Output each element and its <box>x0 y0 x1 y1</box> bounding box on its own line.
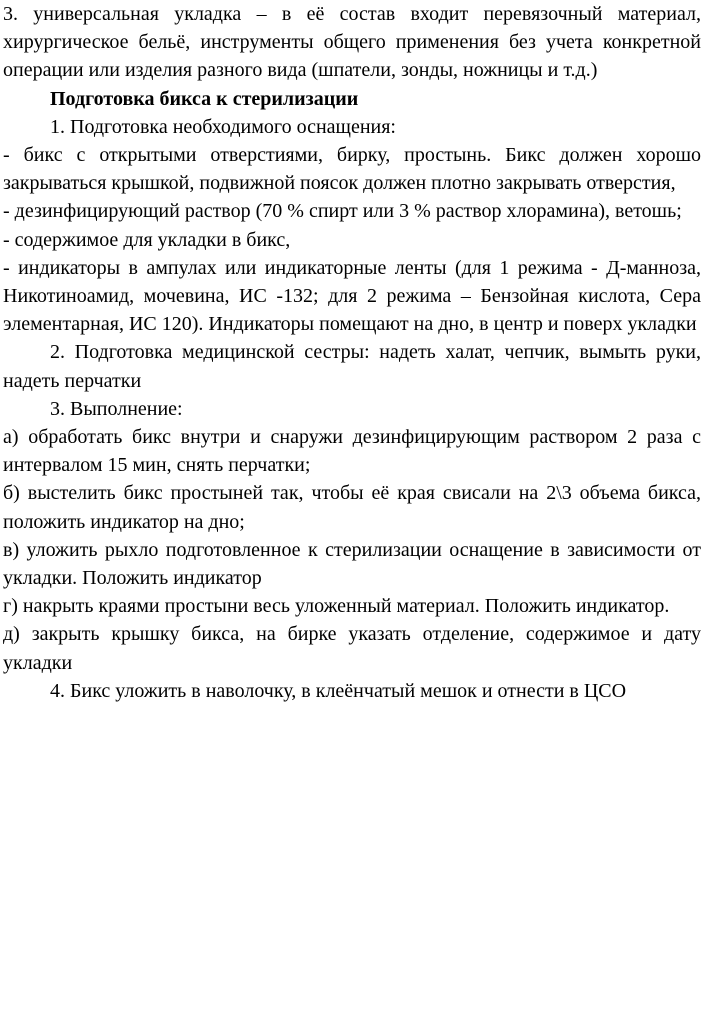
equipment-item-bix: - бикс с открытыми отверстиями, бирку, простынь. Бикс должен хорошо закрываться крышкой, подвижной поясок должен плотно закрывать отверстия, <box>3 144 701 195</box>
step-4: 4. Бикс уложить в наволочку, в клеёнчатый мешок и отнести в ЦСО <box>50 679 627 702</box>
step-2-nurse-preparation: 2. Подготовка медицинской сестры: надеть халат, чепчик, вымыть руки, надеть перчатки <box>3 341 701 392</box>
step-3-item-b: б) выстелить бикс простыней так, чтобы её края свисали на 2\3 объема бикса, положить индикатор на дно; <box>3 482 701 533</box>
step-3-item-c: в) уложить рыхло подготовленное к стерилизации оснащение в зависимости от укладки. Положить индикатор <box>3 538 701 590</box>
section-heading: Подготовка бикса к стерилизации <box>50 87 359 110</box>
step-3-title: 3. Выполнение: <box>50 397 183 420</box>
paragraph-universal-packing: 3. универсальная укладка – в её состав входит перевязочный материал, хирургическое бельё, инструменты общего применения без учета конкретной операции или изделия разного вида (шпатели, зонды, ножницы и т.д.) <box>3 3 701 82</box>
step-3-item-a: а) обработать бикс внутри и снаружи дезинфицирующим раствором 2 раза с интервалом 15 мин, снять перчатки; <box>3 426 701 477</box>
equipment-item-contents: - содержимое для укладки в бикс, <box>3 228 291 251</box>
equipment-item-indicators: - индикаторы в ампулах или индикаторные ленты (для 1 режима - Д-манноза, Никотиноамид, мочевина, ИС -132; для 2 режима – Бензойная кислота, Сера элементарная, ИС 120). Индикаторы помещают на дно, в центр и поверх укладки <box>3 256 701 336</box>
step-1-title: 1. Подготовка необходимого оснащения: <box>50 115 396 138</box>
step-3-item-e: д) закрыть крышку бикса, на бирке указать отделение, содержимое и дату укладки <box>3 623 701 674</box>
document-page <box>3 0 701 705</box>
equipment-item-disinfectant: - дезинфицирующий раствор (70 % спирт или 3 % раствор хлорамина), ветошь; <box>3 200 682 223</box>
step-3-item-d: г) накрыть краями простыни весь уложенный материал. Положить индикатор. <box>3 595 670 618</box>
